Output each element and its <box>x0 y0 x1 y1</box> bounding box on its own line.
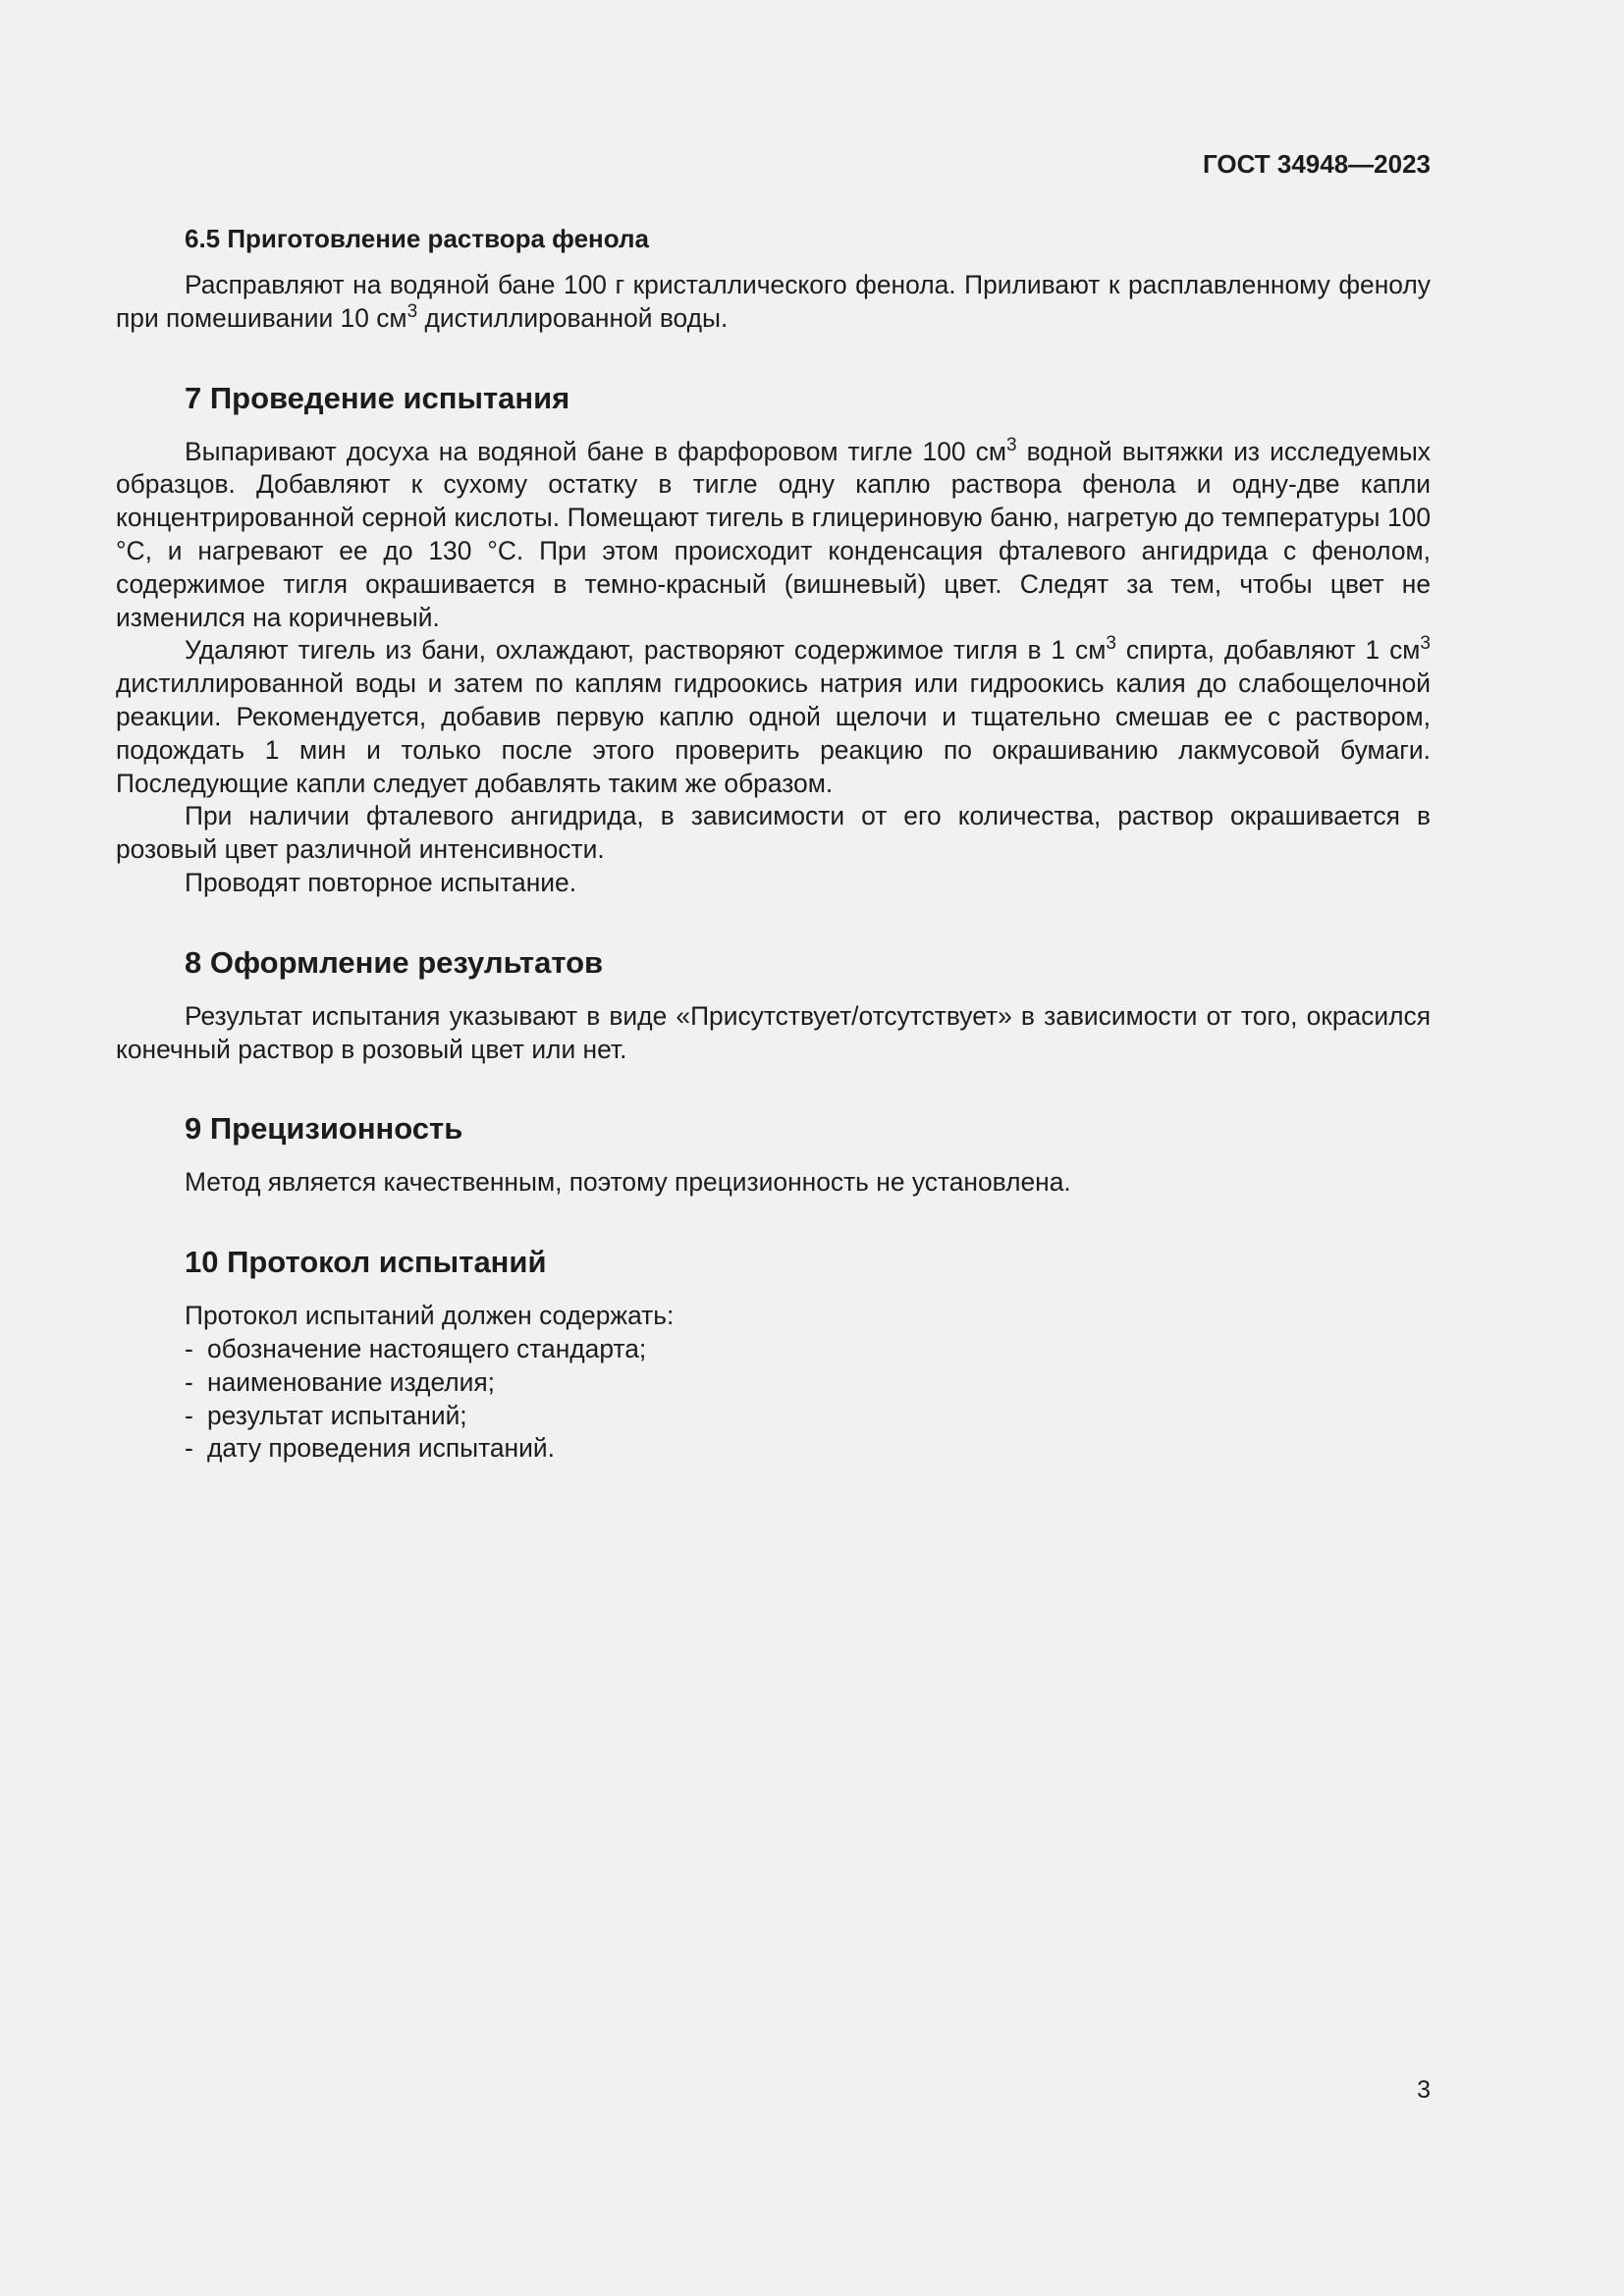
protocol-contents-list <box>116 1333 1431 1466</box>
text-run: водной вытяжки из исследуемых образцов. Добавляют к сухому остатку в тигле одну каплю раствора фенола и одну-две капли концентрированной серной кислоты. Помещают тигель в глицериновую баню, нагретую до температуры 100 °C, и нагревают ее до 130 °C. При этом происходит конденсация фталевого ангидрида с фенолом, содержимое тигля окрашивается в темно-красный (вишневый) цвет. Следят за тем, чтобы цвет не изменился на коричневый. <box>116 436 1431 632</box>
paragraph-7-1 <box>116 436 1431 635</box>
list-dash: - <box>185 1433 193 1464</box>
superscript: 3 <box>1420 633 1431 655</box>
section-heading-9: 9 Прецизионность <box>185 1111 463 1147</box>
paragraph-9-1: Метод является качественным, поэтому прецизионность не установлена. <box>185 1167 1071 1198</box>
list-item <box>185 1432 1431 1466</box>
section-heading-8: 8 Оформление результатов <box>185 944 604 980</box>
document-code-header: ГОСТ 34948—2023 <box>1203 149 1431 179</box>
list-item-text: наименование изделия; <box>207 1366 496 1397</box>
paragraph-7-3: При наличии фталевого ангидрида, в зависимости от его количества, раствор окрашивается в розовый цвет различной интенсивности. <box>116 801 1431 865</box>
paragraph-8-1: Результат испытания указывают в виде «Присутствует/отсутствует» в зависимости от того, окрасился конечный раствор в розовый цвет или нет. <box>116 1000 1431 1064</box>
paragraph-6-5-1 <box>116 269 1431 336</box>
text-run: Выпаривают досуха на водяной бане в фарфоровом тигле 100 см <box>185 436 1006 466</box>
list-item <box>185 1400 1431 1433</box>
document-body <box>116 222 1431 1466</box>
paragraph-7-4: Проводят повторное испытание. <box>185 867 577 897</box>
page-number: 3 <box>1417 2076 1431 2104</box>
text-run: Расправляют на водяной бане 100 г кристаллического фенола. Приливают к расплавленному фенолу при помешивании 10 см <box>116 270 1431 333</box>
list-item <box>185 1366 1431 1400</box>
superscript: 3 <box>406 300 418 322</box>
list-item-text: результат испытаний; <box>207 1400 467 1430</box>
subsection-heading-6-5: 6.5 Приготовление раствора фенола <box>185 224 649 253</box>
paragraph-7-2 <box>116 634 1431 800</box>
section-heading-10: 10 Протокол испытаний <box>185 1245 547 1280</box>
section-heading-7: 7 Проведение испытания <box>185 380 570 415</box>
superscript: 3 <box>1005 434 1017 455</box>
superscript: 3 <box>1106 633 1116 655</box>
paragraph-10-intro: Протокол испытаний должен содержать: <box>185 1301 675 1331</box>
list-dash: - <box>185 1366 193 1397</box>
list-item-text: дату проведения испытаний. <box>207 1433 555 1464</box>
text-run: Удаляют тигель из бани, охлаждают, растворяют содержимое тигля в 1 см <box>185 635 1107 666</box>
text-run: дистиллированной воды и затем по каплям гидроокись натрия или гидроокись калия до слабощелочной реакции. Рекомендуется, добавив первую каплю одной щелочи и тщательно смешав ее с раствором, подождать 1 мин и только после этого проверить реакцию по окрашиванию лакмусовой бумаги. Последующие капли следует добавлять таким же образом. <box>116 668 1431 798</box>
list-dash: - <box>185 1400 193 1430</box>
list-item <box>185 1333 1431 1366</box>
list-item-text: обозначение настоящего стандарта; <box>207 1333 647 1363</box>
list-dash: - <box>185 1333 193 1363</box>
text-run: дистиллированной воды. <box>417 302 729 333</box>
text-run: спирта, добавляют 1 см <box>1115 635 1421 666</box>
